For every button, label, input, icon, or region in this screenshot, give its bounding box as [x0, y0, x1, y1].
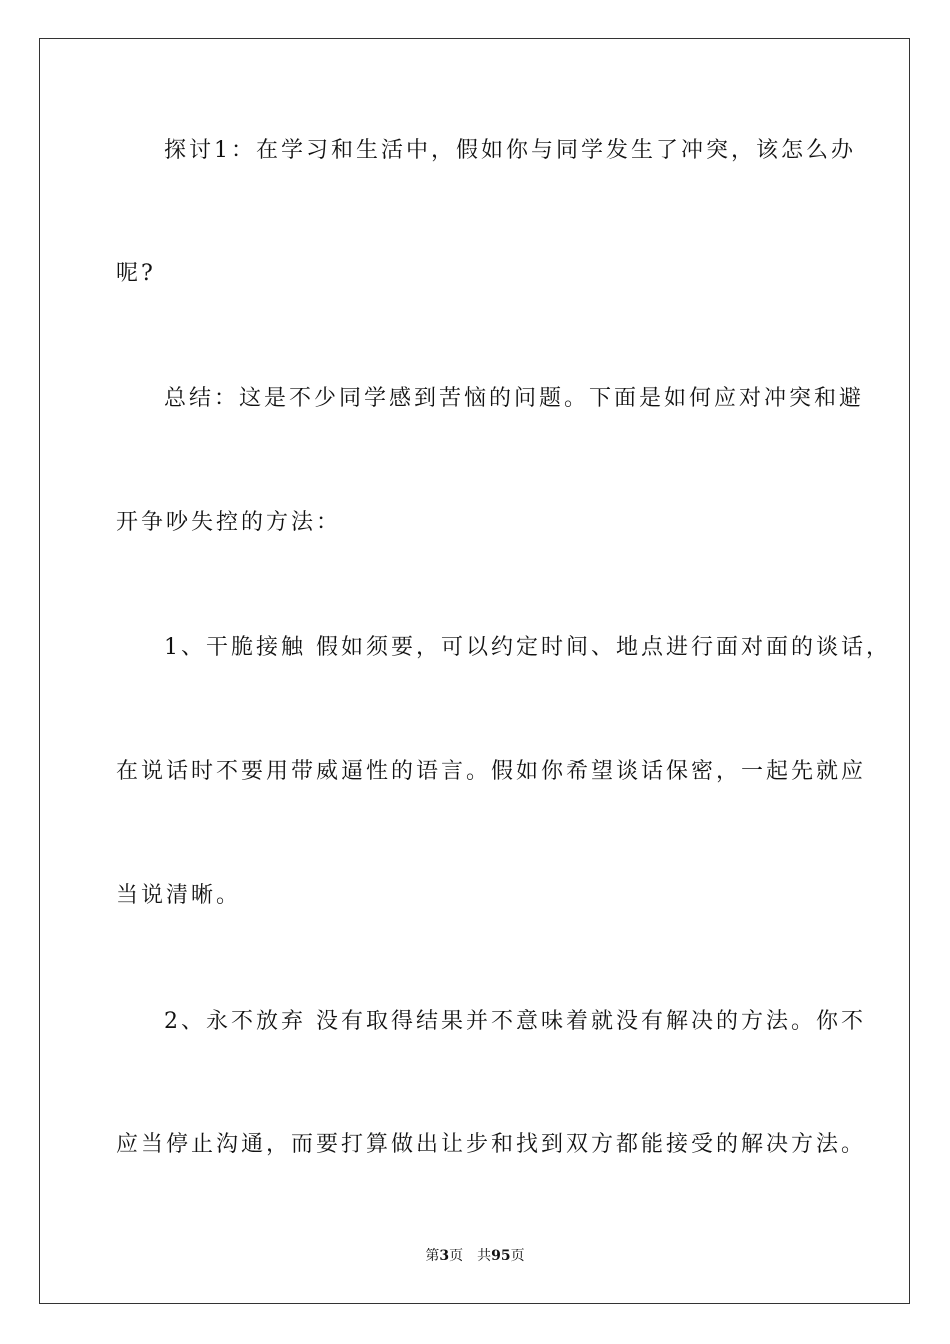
paragraph-line: 在说话时不要用带威逼性的语言。假如你希望谈话保密，一起先就应 [116, 759, 867, 784]
total-prefix: 共 [477, 1248, 492, 1264]
page-suffix: 页 [449, 1248, 464, 1264]
page-footer [0, 1246, 950, 1266]
paragraph-line: 呢? [116, 261, 156, 286]
page-prefix: 第 [425, 1248, 440, 1264]
paragraph-line: 1、干脆接触 假如须要，可以约定时间、地点进行面对面的谈话， [164, 635, 891, 660]
paragraph-line: 2、永不放弃 没有取得结果并不意味着就没有解决的方法。你不 [164, 1009, 866, 1034]
paragraph-line: 应当停止沟通，而要打算做出让步和找到双方都能接受的解决方法。 [116, 1132, 867, 1157]
paragraph-line: 当说清晰。 [116, 883, 242, 908]
paragraph-line: 探讨1：在学习和生活中，假如你与同学发生了冲突，该怎么办 [164, 138, 856, 163]
page-border [39, 38, 910, 1304]
paragraph-line: 总结：这是不少同学感到苦恼的问题。下面是如何应对冲突和避 [164, 386, 865, 411]
total-suffix: 页 [510, 1248, 525, 1264]
page-number: 3 [439, 1248, 450, 1264]
paragraph-line: 开争吵失控的方法： [116, 510, 342, 535]
total-pages: 95 [491, 1248, 511, 1264]
